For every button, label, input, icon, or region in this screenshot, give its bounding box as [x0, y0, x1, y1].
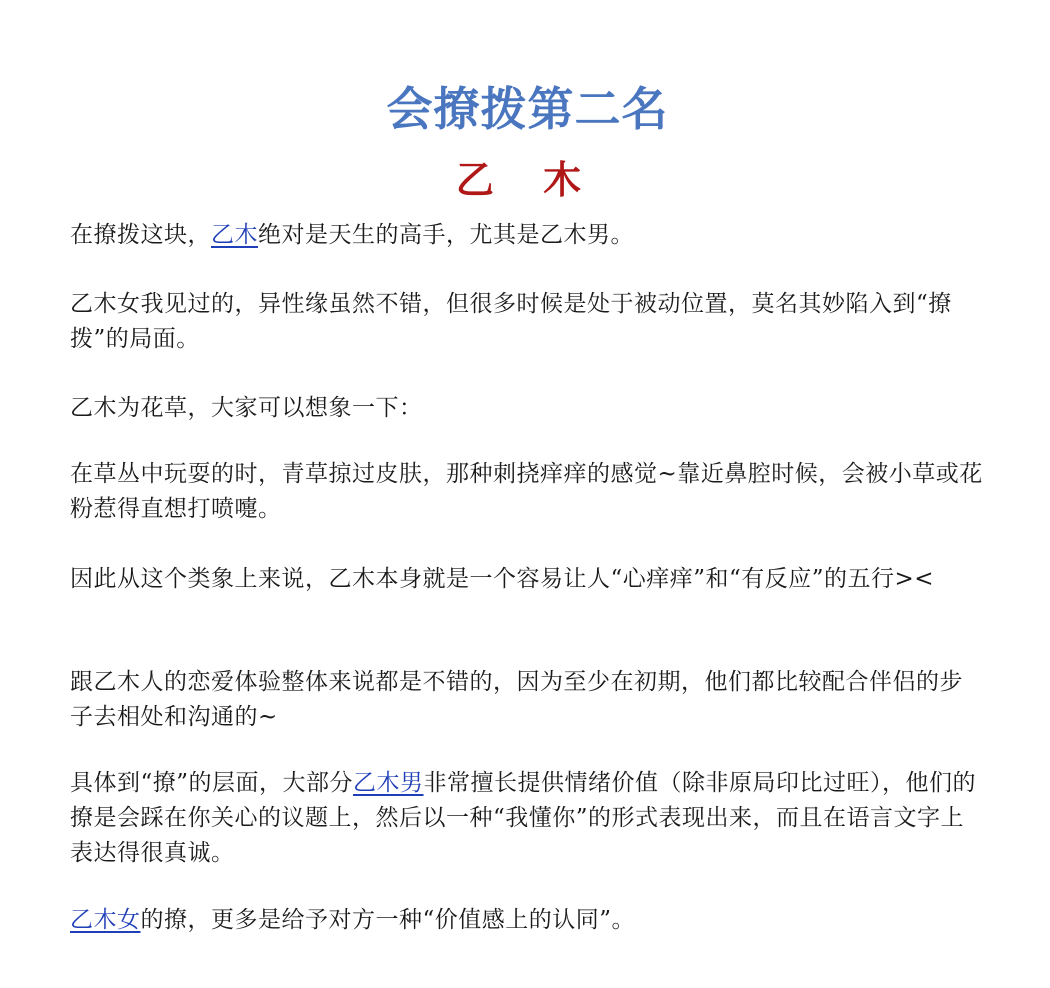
- page-subtitle: 乙 木: [455, 156, 600, 202]
- paragraph-1-text-after: 绝对是天生的高手，尤其是乙木男。: [258, 222, 634, 248]
- paragraph-8: [70, 903, 985, 938]
- link-yimu-nan[interactable]: 乙木男: [353, 770, 424, 796]
- link-yimu[interactable]: 乙木: [211, 222, 258, 248]
- paragraph-3: 乙木为花草，大家可以想象一下：: [70, 395, 423, 421]
- paragraph-1-text-before: 在撩拨这块，: [70, 222, 211, 248]
- paragraph-8-text-after: 的撩，更多是给予对方一种“价值感上的认同”。: [140, 907, 636, 933]
- paragraph-7-text-after: 非常擅长提供情绪价值（除非原局印比过旺），他们的撩是会踩在你关心的议题上，然后以一种“我懂你”的形式表现出来，而且在语言文字上表达得很真诚。: [70, 770, 977, 866]
- paragraph-2: 乙木女我见过的，异性缘虽然不错，但很多时候是处于被动位置，莫名其妙陷入到“撩拨”的局面。: [70, 291, 952, 352]
- paragraph-4: 在草丛中玩耍的时，青草掠过皮肤，那种刺挠痒痒的感觉~靠近鼻腔时候，会被小草或花粉惹得直想打喷嚏。: [70, 461, 983, 522]
- link-yimu-nv[interactable]: 乙木女: [70, 907, 141, 933]
- paragraph-7: [70, 766, 985, 871]
- paragraph-1: [70, 218, 985, 253]
- paragraph-5: 因此从这个类象上来说，乙木本身就是一个容易让人“心痒痒”和“有反应”的五行><: [70, 566, 935, 592]
- paragraph-6: 跟乙木人的恋爱体验整体来说都是不错的，因为至少在初期，他们都比较配合伴侣的步子去相处和沟通的~: [70, 669, 963, 730]
- paragraph-7-text-before: 具体到“撩”的层面，大部分: [70, 770, 354, 796]
- page-title: 会撩拨第二名: [386, 81, 669, 136]
